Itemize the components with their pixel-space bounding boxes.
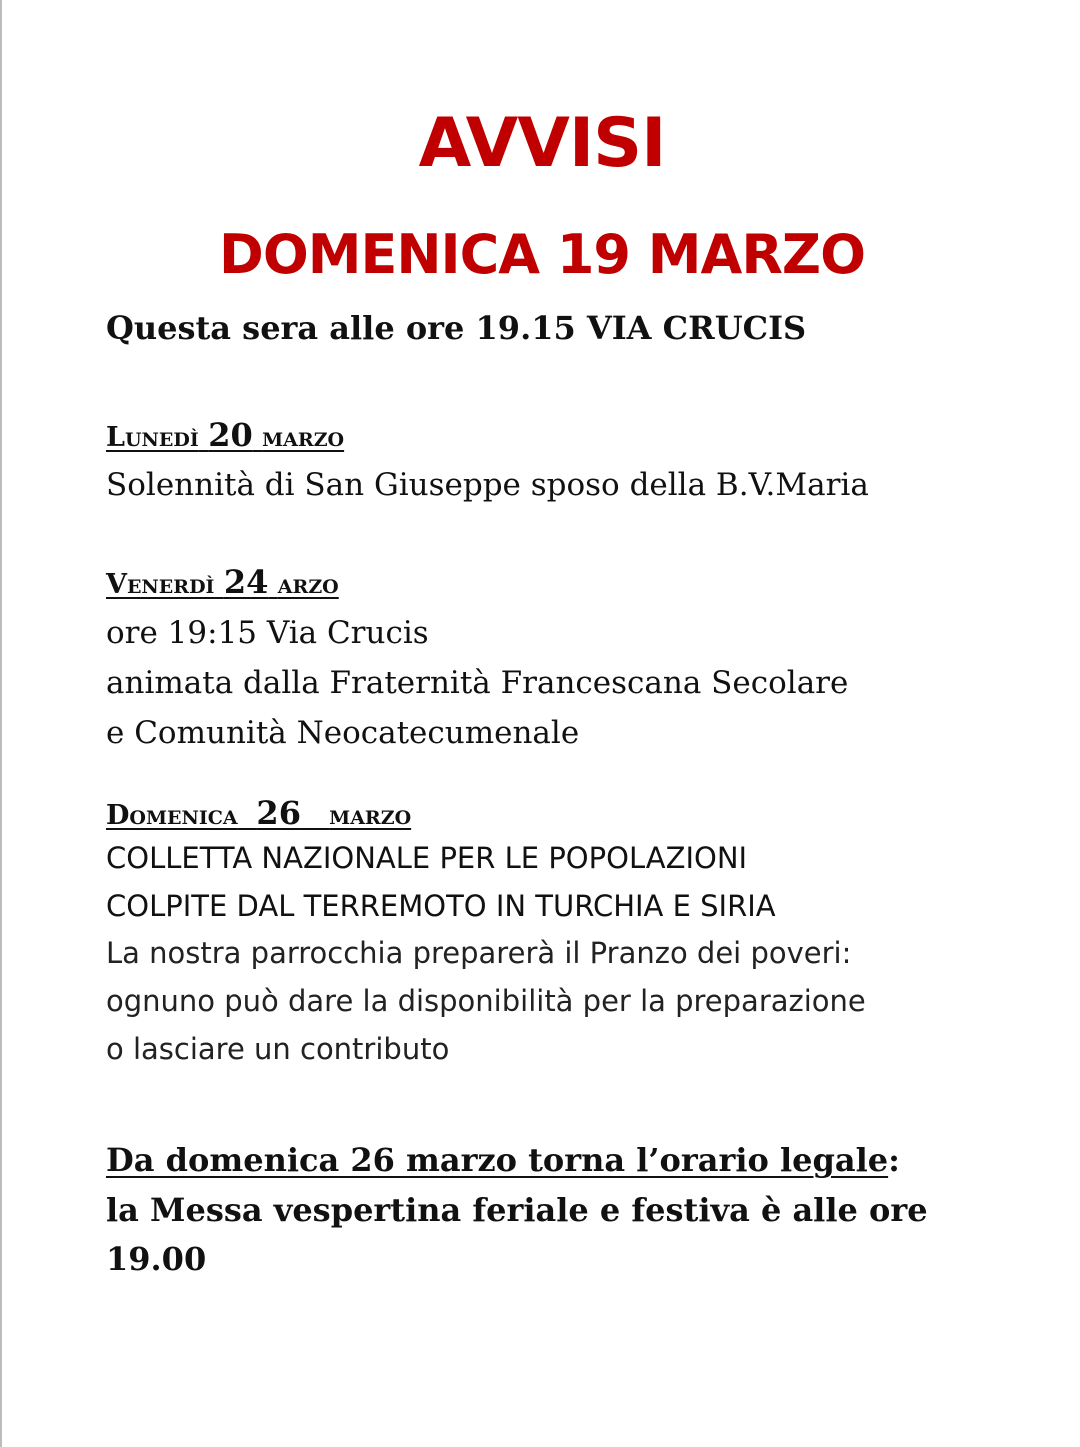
section-line: animata dalla Fraternità Francescana Secolare	[106, 665, 849, 701]
page-title: AVVISI	[418, 104, 666, 183]
heading-month: marzo	[262, 422, 345, 453]
mass-time-line: la Messa vespertina feriale e festiva è alle ore	[106, 1191, 928, 1229]
heading-number: 20	[208, 416, 253, 454]
section-heading-domenica	[106, 796, 411, 833]
heading-number: 24	[223, 563, 269, 601]
section-line: La nostra parrocchia preparerà il Pranzo dei poveri:	[106, 936, 852, 970]
section-line: e Comunità Neocatecumenale	[106, 715, 580, 751]
time-change-notice	[106, 1140, 900, 1180]
heading-month: marzo	[329, 800, 412, 831]
heading-day: Domenica	[106, 800, 238, 831]
section-line: Solennità di San Giuseppe sposo della B.V.Maria	[106, 467, 869, 503]
collection-headline: COLPITE DAL TERREMOTO IN TURCHIA E SIRIA	[106, 889, 776, 923]
intro-notice: Questa sera alle ore 19.15 VIA CRUCIS	[106, 309, 807, 347]
time-change-colon: :	[888, 1141, 900, 1179]
mass-time-value: 19.00	[106, 1240, 207, 1278]
section-heading-lunedi	[106, 418, 344, 455]
heading-month: arzo	[277, 569, 339, 600]
time-change-headline: Da domenica 26 marzo torna l’orario legale	[106, 1141, 889, 1179]
heading-number: 26	[256, 794, 301, 832]
section-line: ore 19:15 Via Crucis	[106, 615, 429, 651]
heading-day: Lunedì	[106, 422, 199, 453]
page-subtitle: DOMENICA 19 MARZO	[219, 223, 865, 286]
section-heading-venerdi	[106, 565, 339, 602]
section-line: o lasciare un contributo	[106, 1032, 450, 1066]
heading-day: Venerdì	[106, 569, 215, 600]
collection-headline: COLLETTA NAZIONALE PER LE POPOLAZIONI	[106, 841, 748, 875]
section-line: ognuno può dare la disponibilità per la preparazione	[106, 984, 866, 1018]
